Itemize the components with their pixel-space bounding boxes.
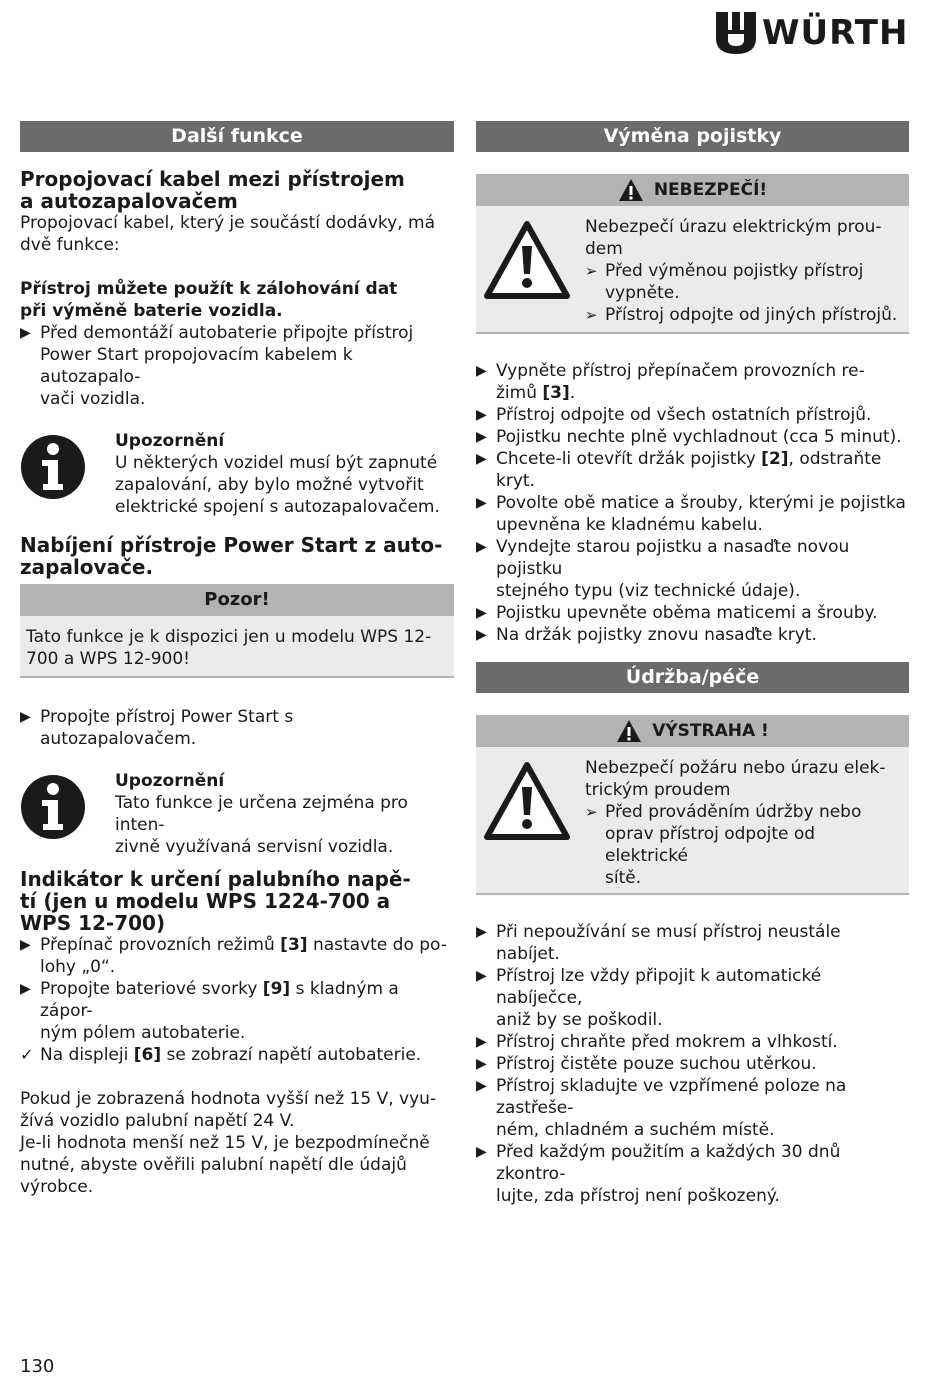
list-item-line xyxy=(40,978,454,1022)
list-item: ➢ Před výměnou pojistky přístroj vypněte. xyxy=(585,261,864,303)
info-icon xyxy=(20,434,86,500)
step-text: žimů xyxy=(496,383,543,403)
warning-triangle-icon xyxy=(618,178,644,202)
list-item-line xyxy=(496,624,909,646)
chevron-right-icon: ➢ xyxy=(585,262,598,280)
fuse-steps xyxy=(476,360,909,646)
right-column xyxy=(476,121,909,1207)
reference-number: [2] xyxy=(761,449,789,469)
list-item-line xyxy=(496,514,909,536)
indicator-heading: Indikátor k určení palubního napě- tí (jen u modelu WPS 1224-700 a WPS 12-700) xyxy=(20,867,411,935)
step-text: . xyxy=(569,383,576,403)
list-item-line xyxy=(496,536,909,580)
cable-heading: Propojovací kabel mezi přístrojem a autozapalovačem xyxy=(20,167,405,213)
warning-triangle-icon xyxy=(483,761,571,841)
list-item: ➢ Před prováděním údržby nebo oprav přístroj odpojte od elektrické sítě. xyxy=(585,802,862,888)
triangle-bullet-icon: ▶ xyxy=(476,924,487,940)
list-item xyxy=(20,978,454,1044)
list-item-line xyxy=(496,602,909,624)
list-item: ▶ Přístroj lze vždy připojit k automatické nabíječce, aniž by se poškodil. xyxy=(476,966,822,1030)
note-body: Tato funkce je určena zejména pro inten- zivně využívaná servisní vozidla. xyxy=(115,793,408,857)
triangle-bullet-icon: ▶ xyxy=(476,1034,487,1050)
triangle-bullet-icon: ▶ xyxy=(20,981,31,997)
note-ignition xyxy=(20,430,454,520)
step-text: Vyndejte starou pojistku a nasaďte novou pojistku xyxy=(496,537,850,579)
list-item: ➢ Přístroj odpojte od jiných přístrojů. xyxy=(585,305,898,325)
list-item xyxy=(20,1044,454,1066)
list-item xyxy=(476,536,909,602)
list-item: ▶ Před každým použitím a každých 30 dnů zkontro- lujte, zda přístroj není poškozený. xyxy=(476,1142,841,1206)
info-icon xyxy=(20,774,86,840)
danger-text: Nebezpečí úrazu elektrickým prou- dem xyxy=(585,217,882,259)
triangle-bullet-icon: ▶ xyxy=(476,1144,487,1160)
section-title-maintenance: Údržba/péče xyxy=(476,662,909,693)
step-text: upevněna ke kladnému kabelu. xyxy=(496,515,763,535)
warning-title: VÝSTRAHA ! xyxy=(652,721,769,741)
step-text: Přístroj odpojte od všech ostatních přístrojů. xyxy=(496,405,872,425)
warning-text: Nebezpečí požáru nebo úrazu elek- trickým proudem xyxy=(585,758,886,800)
triangle-bullet-icon: ▶ xyxy=(476,429,487,445)
note-title: Upozornění xyxy=(115,771,225,791)
triangle-bullet-icon: ▶ xyxy=(476,1078,487,1094)
checkmark-icon: ✓ xyxy=(20,1045,34,1064)
wurth-logo xyxy=(716,12,908,54)
list-item: ▶ Přístroj skladujte ve vzpřímené poloze na zastřeše- ném, chladném a suchém místě. xyxy=(476,1076,847,1140)
triangle-bullet-icon: ▶ xyxy=(476,539,487,555)
reference-number: [3] xyxy=(542,383,570,403)
step-text: Chcete-li otevřít držák pojistky xyxy=(496,449,762,469)
reference-number: [3] xyxy=(280,935,308,955)
list-item xyxy=(476,448,909,492)
list-item-line xyxy=(40,1044,454,1066)
list-item-line: ným pólem autobaterie. xyxy=(40,1023,246,1043)
triangle-bullet-icon: ▶ xyxy=(476,407,487,423)
list-item: ▶ Přístroj chraňte před mokrem a vlhkostí. xyxy=(476,1032,838,1052)
wurth-logo-text: WÜRTH xyxy=(762,13,909,53)
step-text: Propojte bateriové svorky xyxy=(40,979,263,999)
list-item xyxy=(476,624,909,646)
danger-title: NEBEZPEČÍ! xyxy=(653,180,768,200)
step-text: , odstraňte kryt. xyxy=(496,449,882,491)
list-item-line xyxy=(496,404,909,426)
section-title-more-functions: Další funkce xyxy=(20,121,454,152)
step-text: s kladným a zápor- xyxy=(40,979,399,1021)
triangle-bullet-icon: ▶ xyxy=(476,627,487,643)
danger-body xyxy=(476,206,909,334)
reference-number: [9] xyxy=(262,979,291,999)
note-service-vehicles xyxy=(20,770,454,858)
triangle-bullet-icon: ▶ xyxy=(20,325,31,341)
attention-body: Tato funkce je k dispozici jen u modelu WPS 12- 700 a WPS 12-900! xyxy=(20,616,454,678)
list-item-line xyxy=(40,934,454,956)
list-item: ▶ Přístroj čistěte pouze suchou utěrkou. xyxy=(476,1054,817,1074)
warning-header xyxy=(476,715,909,747)
list-item-line xyxy=(496,360,909,382)
warning-triangle-icon xyxy=(483,220,571,300)
step-text: Vypněte přístroj přepínačem provozních re- xyxy=(496,361,865,381)
step-text: stejného typu (viz technické údaje). xyxy=(496,581,801,601)
triangle-bullet-icon: ▶ xyxy=(20,937,31,953)
list-item xyxy=(476,360,909,404)
chevron-right-icon: ➢ xyxy=(585,803,598,821)
charge-steps xyxy=(20,706,454,750)
warning-body xyxy=(476,747,909,895)
note-title: Upozornění xyxy=(115,431,225,451)
list-item-line: lohy „0“. xyxy=(40,957,116,977)
danger-header xyxy=(476,174,909,206)
list-item: ▶ Při nepoužívání se musí přístroj neustále nabíjet. xyxy=(476,922,841,964)
maintenance-steps xyxy=(476,921,909,1207)
indicator-steps xyxy=(20,934,454,1066)
reference-number: [6] xyxy=(133,1045,162,1065)
attention-title: Pozor! xyxy=(20,584,454,616)
note-body: U některých vozidel musí být zapnuté zapalování, aby bylo možné vytvořit elektrické spojení s autozapalovačem. xyxy=(115,453,440,517)
backup-heading: Přístroj můžete použít k zálohování dat při výměně baterie vozidla. xyxy=(20,279,398,321)
list-item xyxy=(476,404,909,426)
cable-intro: Propojovací kabel, který je součástí dodávky, má dvě funkce: xyxy=(20,213,435,255)
list-item-line xyxy=(496,580,909,602)
list-item-line xyxy=(496,448,909,492)
step-text: Na displeji xyxy=(40,1045,134,1065)
list-item xyxy=(476,492,909,536)
triangle-bullet-icon: ▶ xyxy=(20,709,31,725)
page-number: 130 xyxy=(20,1356,55,1377)
indicator-text: Pokud je zobrazená hodnota vyšší než 15 V, vyu- žívá vozidlo palubní napětí 24 V. Je-li hodnota menší než 15 V, je bezpodmínečně nutné, abyste ověřili palubní napětí dle údajů výrobce. xyxy=(20,1089,437,1197)
danger-box xyxy=(476,174,909,334)
step-text: Na držák pojistky znovu nasaďte kryt. xyxy=(496,625,817,645)
list-item-line xyxy=(496,382,909,404)
triangle-bullet-icon: ▶ xyxy=(476,495,487,511)
list-item-line xyxy=(496,492,909,514)
attention-box xyxy=(20,584,454,678)
step-text: Pojistku nechte plně vychladnout (cca 5 minut). xyxy=(496,427,902,447)
triangle-bullet-icon: ▶ xyxy=(476,363,487,379)
triangle-bullet-icon: ▶ xyxy=(476,968,487,984)
triangle-bullet-icon: ▶ xyxy=(476,451,487,467)
list-item xyxy=(20,934,454,978)
warning-triangle-icon xyxy=(616,719,642,743)
step-text: Pojistku upevněte oběma maticemi a šrouby. xyxy=(496,603,878,623)
left-column xyxy=(20,121,454,1198)
triangle-bullet-icon: ▶ xyxy=(476,1056,487,1072)
warning-box xyxy=(476,715,909,895)
list-item-line xyxy=(496,426,909,448)
wurth-logo-icon xyxy=(716,12,756,54)
section-title-fuse-replacement: Výměna pojistky xyxy=(476,121,909,152)
step-text: nastavte do po- xyxy=(307,935,447,955)
list-item xyxy=(476,602,909,624)
charge-heading: Nabíjení přístroje Power Start z auto- zapalovače. xyxy=(20,533,443,579)
chevron-right-icon: ➢ xyxy=(585,306,598,324)
step-text: Přepínač provozních režimů xyxy=(40,935,281,955)
backup-steps xyxy=(20,322,454,410)
step-text: se zobrazí napětí autobaterie. xyxy=(161,1045,422,1065)
list-item: ▶ Propojte přístroj Power Start s autozapalovačem. xyxy=(20,707,294,749)
step-text: Povolte obě matice a šrouby, kterými je pojistka xyxy=(496,493,906,513)
list-item: ▶ Před demontáží autobaterie připojte přístroj Power Start propojovacím kabelem k autozapalo- vači vozidla. xyxy=(20,323,414,409)
list-item xyxy=(476,426,909,448)
triangle-bullet-icon: ▶ xyxy=(476,605,487,621)
